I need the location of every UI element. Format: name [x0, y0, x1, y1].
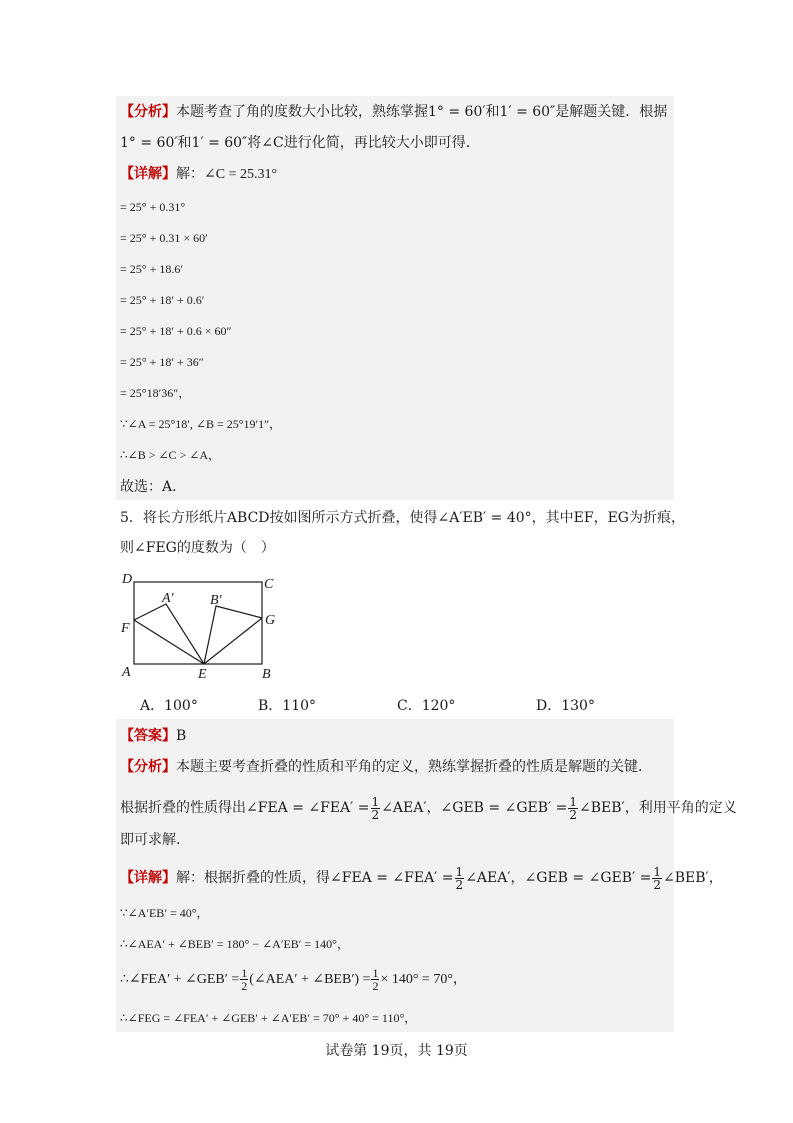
- detail1-step: = 25° + 0.31 × 60′: [120, 231, 208, 245]
- option-d: D．130°: [536, 698, 595, 714]
- detail5-line1: 【详解】解：根据折叠的性质，得∠FEA = ∠FEA′ = $\frac{1}{2}$ ∠AEA′，∠GEB = ∠GEB′ = $\frac{1}{2}$ ∠BEB′，: [120, 864, 723, 892]
- detail1-step: ∵∠A = 25°18′, ∠B = 25°19′1″，: [120, 417, 282, 431]
- detail1-step: = 25° + 18.6′: [120, 262, 183, 276]
- detail-tag: 【详解】: [120, 166, 176, 182]
- label-d: D: [122, 572, 133, 587]
- label-b: B: [262, 667, 271, 680]
- label-b-prime: B′: [210, 593, 222, 608]
- crease-ef: [134, 620, 204, 664]
- analysis1-line2: 1° = 60′和1′ = 60″将∠C进行化简，再比较大小即可得．: [120, 135, 480, 151]
- fraction-half: $\frac{1}{2}$: [241, 966, 248, 994]
- option-b: B．110°: [258, 698, 317, 714]
- answer-tag: 【答案】: [120, 728, 176, 744]
- detail1-first: 【详解】解：∠C = 25.31°: [120, 166, 278, 182]
- detail1-step: = 25° + 0.31°: [120, 200, 186, 214]
- rectangle-abcd: [134, 582, 262, 664]
- analysis5-line3: 即可求解．: [120, 832, 190, 848]
- fold-figure: [116, 568, 286, 680]
- analysis5-line2: 根据折叠的性质得出∠FEA = ∠FEA′ = $\frac{1}{2}$ ∠AEA′，∠GEB = ∠GEB′ = $\frac{1}{2}$ ∠BEB′，利用平角的定义: [120, 794, 737, 822]
- analysis1-line1: 【分析】本题考查了角的度数大小比较，熟练掌握1° = 60′和1′ = 60″是解题关键．根据: [120, 104, 668, 120]
- detail1-step: = 25° + 18′ + 0.6 × 60″: [120, 324, 232, 338]
- detail1-step: = 25° + 18′ + 0.6′: [120, 293, 205, 307]
- fraction-half: $\frac{1}{2}$: [569, 794, 578, 822]
- answer5: 【答案】B: [120, 728, 187, 744]
- detail5-line2: ∵∠A′EB′ = 40°，: [120, 906, 209, 920]
- fraction-half: $\frac{1}{2}$: [653, 864, 662, 892]
- label-c: C: [264, 577, 274, 592]
- fold-left: [134, 604, 204, 664]
- fold-right: [204, 606, 262, 664]
- label-a: A: [122, 665, 131, 680]
- detail5-line3: ∴∠AEA′ + ∠BEB′ = 180° − ∠A′EB′ = 140°，: [120, 937, 349, 951]
- fraction-half: $\frac{1}{2}$: [371, 794, 380, 822]
- fraction-half: $\frac{1}{2}$: [372, 966, 379, 994]
- label-a-prime: A′: [162, 591, 174, 606]
- detail1-step: = 25° + 18′ + 36″: [120, 355, 204, 369]
- page-footer: 试卷第 19页，共 19页: [325, 1043, 468, 1059]
- option-a: A．100°: [140, 698, 198, 714]
- detail5-line4: ∴∠FEA′ + ∠GEB′ = $\frac{1}{2}$ (∠AEA′ + ∠BEB′) = $\frac{1}{2}$ × 140° = 70°，: [120, 966, 467, 994]
- label-e: E: [198, 667, 207, 680]
- detail5-line5: ∴∠FEG = ∠FEA′ + ∠GEB′ + ∠A′EB′ = 70° + 40° = 110°，: [120, 1011, 417, 1025]
- fraction-half: $\frac{1}{2}$: [455, 864, 464, 892]
- label-f: F: [121, 621, 130, 636]
- question5-line1: 5．将长方形纸片ABCD按如图所示方式折叠，使得∠A′EB′ = 40°，其中EF，EG为折痕，: [120, 510, 685, 526]
- detail1-choice: 故选：A．: [120, 479, 187, 495]
- analysis-tag: 【分析】: [120, 759, 176, 775]
- detail-tag: 【详解】: [120, 870, 176, 886]
- detail1-step: ∴∠B > ∠C > ∠A，: [120, 448, 221, 462]
- analysis-tag: 【分析】: [120, 104, 176, 120]
- label-g: G: [265, 613, 276, 628]
- option-c: C．120°: [397, 698, 456, 714]
- question5-line2: 则∠FEG的度数为（ ）: [120, 540, 275, 556]
- analysis5-line1: 【分析】本题主要考查折叠的性质和平角的定义，熟练掌握折叠的性质是解题的关键．: [120, 759, 652, 775]
- detail1-step: = 25°18′36″，: [120, 386, 191, 400]
